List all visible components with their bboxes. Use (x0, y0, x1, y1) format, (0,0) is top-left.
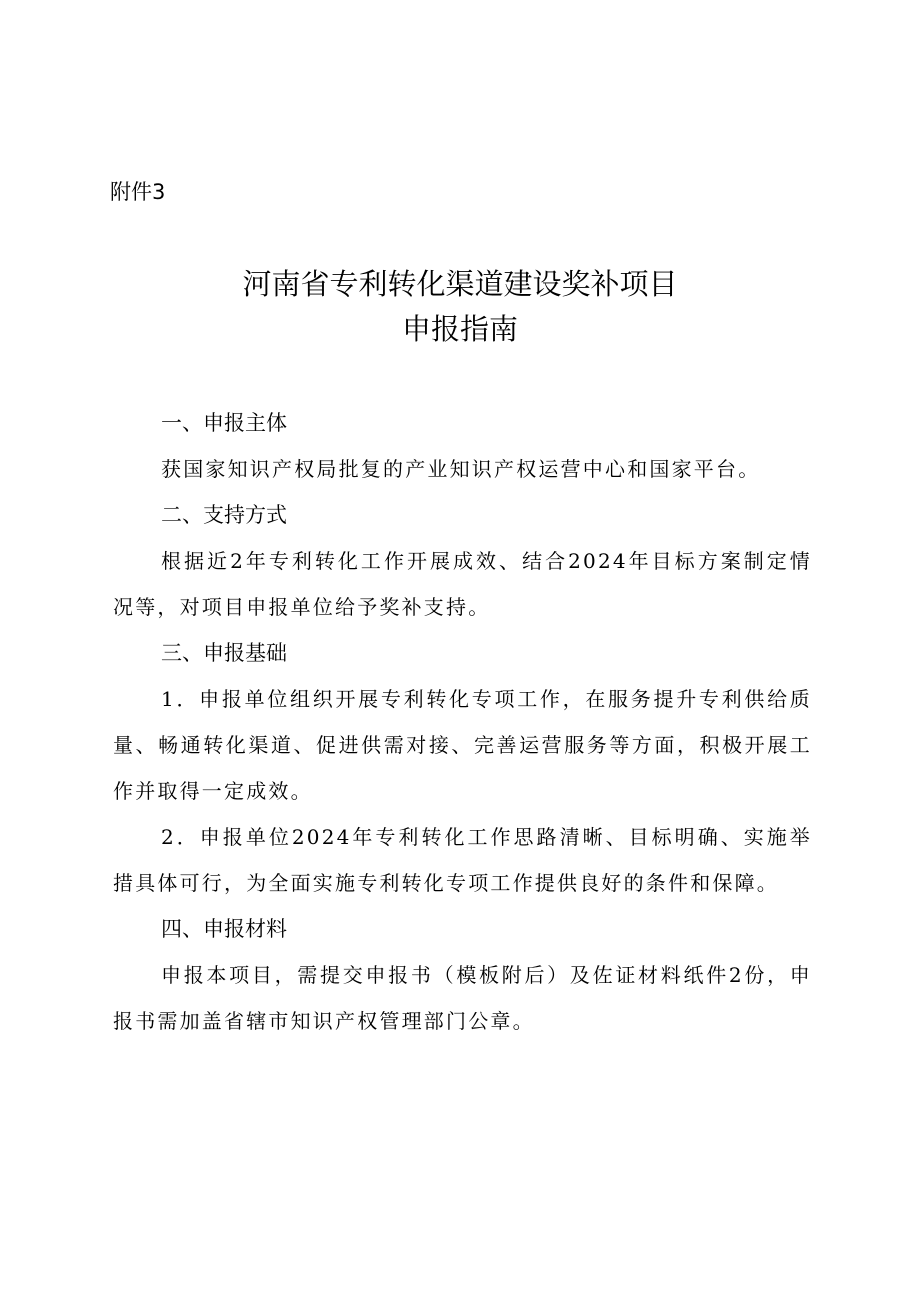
section-heading-support-method: 二、支持方式 (161, 503, 287, 527)
section-paragraph: 2．申报单位2024年专利转化工作思路清晰、目标明确、实施举措具体可行，为全面实施专利转化专项工作提供良好的条件和保障。 (113, 825, 812, 895)
section-paragraph: 1．申报单位组织开展专利转化专项工作，在服务提升专利供给质量、畅通转化渠道、促进供需对接、完善运营服务等方面，积极开展工作并取得一定成效。 (113, 687, 812, 803)
section-heading-applicant: 一、申报主体 (161, 411, 287, 435)
document-body (113, 400, 812, 1044)
section-heading-application-materials: 四、申报材料 (161, 917, 287, 941)
document-title-line-2: 申报指南 (401, 312, 518, 346)
document-title-line-1: 河南省专利转化渠道建设奖补项目 (242, 267, 678, 301)
attachment-label: 附件3 (110, 180, 166, 204)
section-paragraph: 根据近2年专利转化工作开展成效、结合2024年目标方案制定情况等，对项目申报单位给予奖补支持。 (113, 549, 812, 619)
section-heading-application-basis: 三、申报基础 (161, 641, 287, 665)
section-paragraph: 获国家知识产权局批复的产业知识产权运营中心和国家平台。 (161, 457, 761, 481)
section-paragraph: 申报本项目，需提交申报书（模板附后）及佐证材料纸件2份，申报书需加盖省辖市知识产权管理部门公章。 (113, 963, 812, 1033)
